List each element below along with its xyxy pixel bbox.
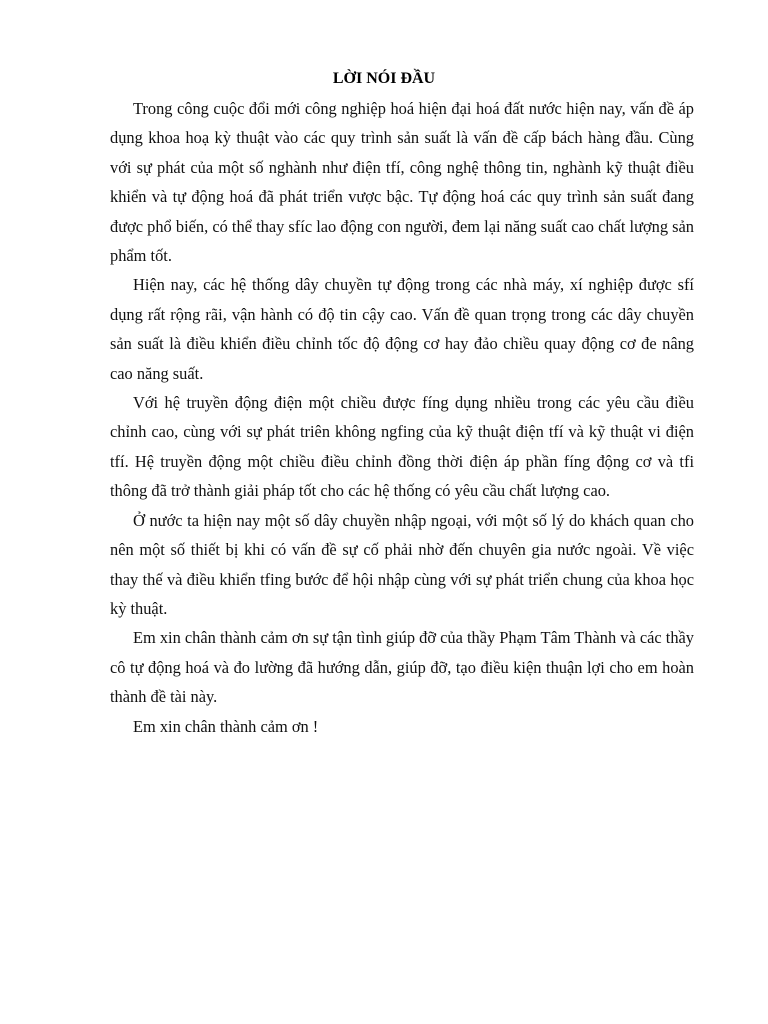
paragraph-4: Ở nước ta hiện nay một số dây chuyền nhập ngoại, với một số lý do khách quan cho nên một số thiết bị khi có vấn đề sự cố phải nhờ đến chuyên gia nước ngoài. Về việc thay thế và điều khiển tfing bước để hội nhập cùng với sự phát triển chung của khoa học kỳ thuật. <box>110 510 694 618</box>
paragraph-3: Với hệ truyền động điện một chiều được fíng dụng nhiều trong các yêu cầu điều chỉnh cao, cùng với sự phát triên không ngfing của kỹ thuật điện tfí và kỹ thuật vi điện tfí. Hệ truyền động một chiều điều chỉnh đồng thời điện áp phần fíng động cơ và tfi thông đã trở thành giải pháp tốt cho các hệ thống có yêu cầu chất lượng cao. <box>110 393 694 501</box>
paragraph-2: Hiện nay, các hệ thống dây chuyền tự động trong các nhà máy, xí nghiệp được sfí dụng rất rộng rãi, vận hành có độ tin cậy cao. Vấn đề quan trọng trong các dây chuyền sản suất là điều khiển điều chỉnh tốc độ động cơ hay đảo chiều quay động cơ đe nâng cao năng suất. <box>110 275 694 383</box>
paragraph-5: Em xin chân thành cảm ơn sự tận tình giúp đỡ của thầy Phạm Tâm Thành và các thầy cô tự động hoá và đo lường đã hướng dẫn, giúp đỡ, tạo điều kiện thuận lợi cho em hoàn thành đề tài này. <box>110 628 694 707</box>
document-title: LỜI NÓI ĐẦU <box>332 70 436 87</box>
paragraph-1: Trong công cuộc đổi mới công nghiệp hoá hiện đại hoá đất nước hiện nay, vấn đề áp dụng khoa hoạ kỳ thuật vào các quy trình sản suất là vấn đề cấp bách hàng đầu. Cùng với sự phát của một số nghành như điện tfí, công nghệ thông tin, nghành kỹ thuật điều khiển và tự động hoá đã phát triển vược bậc. Tự động hoá các quy trình sản suất đang được phổ biến, có thể thay sfíc lao động con người, đem lại năng suất cao chất lượng sản phẩm tốt. <box>110 99 694 266</box>
paragraph-6: Em xin chân thành cảm ơn ! <box>133 716 319 736</box>
document-body <box>110 94 694 741</box>
